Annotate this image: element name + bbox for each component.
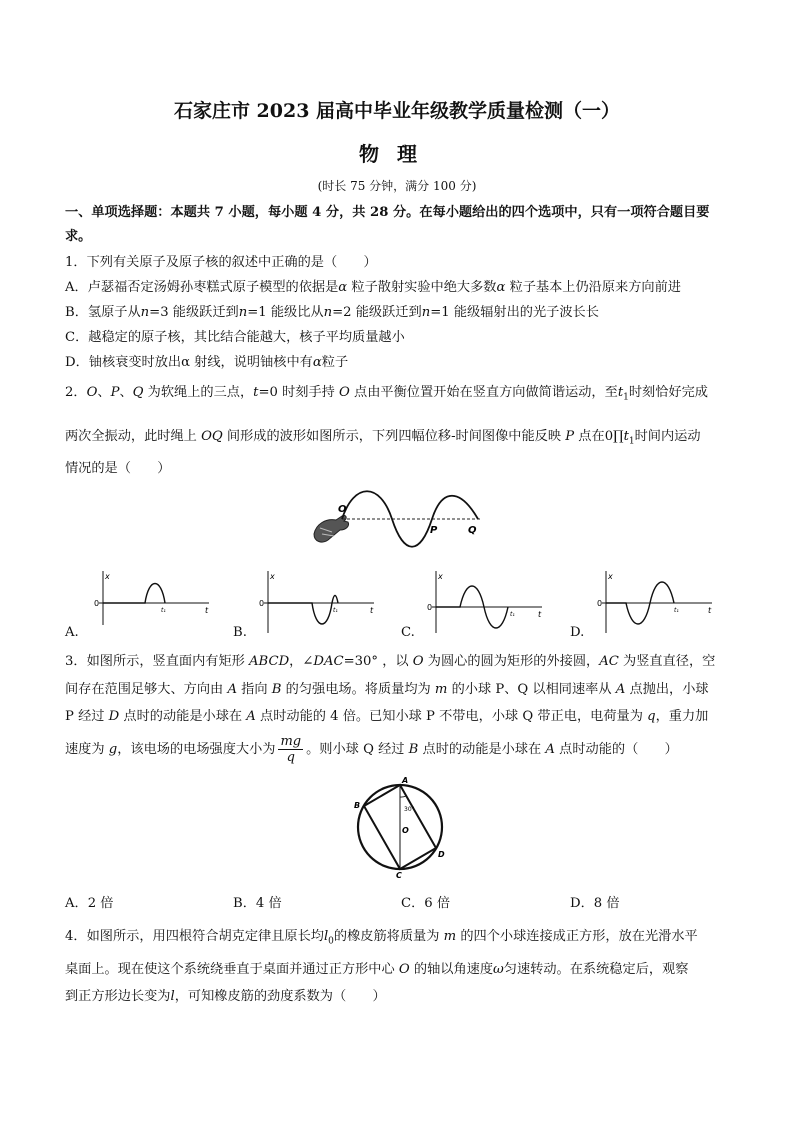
q1-b-text5: =1 能级辐射出的光子波长长 — [430, 305, 599, 320]
q4-text: 的轴以角速度 — [409, 962, 494, 977]
alpha-symbol: α — [338, 280, 348, 295]
q2-text: 时刻恰好完成 — [628, 385, 708, 400]
exam-duration: (时长 75 分钟，满分 100 分) — [317, 179, 477, 193]
q2-text: 间形成的波形如图所示，下列四幅位移-时间图像中能反映 — [222, 429, 566, 444]
q1-a-text1: A．卢瑟福否定汤姆孙枣糕式原子模型的依据是 — [65, 280, 339, 295]
q4-text: ，可知橡皮筋的劲度系数为（ ） — [174, 989, 386, 1004]
var-t: t — [253, 385, 259, 400]
label-B: B — [354, 801, 361, 810]
q3-text: 。则小球 Q 经过 — [306, 742, 409, 757]
q4-text: 桌面上。现在使这个系统绕垂直于桌面并通过正方形中心 — [65, 962, 399, 977]
q3-text: 的匀强电场。将质量均为 — [281, 682, 435, 697]
axis-t-label: t — [708, 606, 712, 615]
var-B: B — [408, 742, 419, 757]
q2-graph-a — [85, 567, 215, 627]
q3-text: 为圆心的圆为矩形的外接圆， — [423, 654, 600, 669]
q2-text: 为软绳上的三点， — [143, 385, 254, 400]
t1-label: t₁ — [510, 611, 515, 618]
var-g: g — [108, 742, 118, 757]
origin-label: 0 — [259, 599, 265, 608]
axis-x-label: x — [608, 572, 613, 581]
section-heading-line2: 求。 — [65, 229, 92, 244]
q3-text: P 经过 — [65, 709, 109, 724]
label-C: C — [396, 871, 402, 880]
var-O: O — [412, 654, 424, 669]
sep: 、 — [119, 385, 133, 400]
var-n: n — [238, 305, 248, 320]
q1-option-b — [65, 301, 599, 320]
var-n: n — [421, 305, 431, 320]
q1-b-text4: =2 能级跃迁到 — [332, 305, 422, 320]
q3-text: 点时动能的 4 倍。已知小球 P 不带电，小球 Q 带正电，电荷量为 — [255, 709, 648, 724]
q1-b-text1: B．氢原子从 — [65, 305, 141, 320]
alpha-symbol: α — [312, 355, 322, 370]
label-O: O — [338, 504, 347, 515]
origin-label: 0 — [597, 599, 603, 608]
var-O: O — [398, 962, 410, 977]
q3-line2 — [65, 678, 709, 697]
t1-label: t₁ — [674, 607, 679, 614]
q3-text: 的小球 P、Q 以相同速率从 — [447, 682, 616, 697]
var-DAC: DAC — [313, 654, 344, 669]
q3-line1 — [65, 650, 715, 669]
alpha-symbol: α — [496, 280, 506, 295]
q3-option-a[interactable]: A．2 倍 — [65, 896, 114, 911]
field-strength-fraction — [278, 734, 303, 765]
var-m: m — [434, 682, 448, 697]
q3-text: 点时的动能是小球在 — [418, 742, 546, 757]
subscript-1: 1 — [628, 436, 635, 447]
q3-text: 间存在范围足够大、方向由 — [65, 682, 228, 697]
q3-line3 — [65, 705, 708, 724]
q3-text: ，该电场的电场强度大小为 — [117, 742, 276, 757]
var-A: A — [227, 682, 237, 697]
q2-text: 时间内运动 — [634, 429, 701, 444]
var-P: P — [110, 385, 120, 400]
var-l: l — [170, 989, 175, 1004]
var-A: A — [545, 742, 555, 757]
label-D: D — [438, 850, 445, 859]
var-D: D — [108, 709, 120, 724]
q3-text: 点时的动能是小球在 — [119, 709, 247, 724]
q4-line2 — [65, 958, 688, 977]
q1-b-text3: =1 能级比从 — [247, 305, 324, 320]
var-P: P — [565, 429, 575, 444]
q2-text: 两次全振动，此时绳上 — [65, 429, 202, 444]
label-angle: 30° — [404, 806, 415, 813]
q4-text: 4．如图所示，用四根符合胡克定律且原长均 — [65, 929, 324, 944]
var-A: A — [615, 682, 626, 697]
q2-option-d[interactable]: D. — [570, 625, 585, 640]
graph-a-curve — [103, 584, 165, 604]
graph-b-curve — [268, 596, 338, 625]
label-O: O — [402, 826, 409, 835]
var-n: n — [323, 305, 333, 320]
label-A: A — [402, 776, 409, 785]
q3-text: 速度为 — [65, 742, 109, 757]
sep: 、 — [97, 385, 111, 400]
q1-option-a — [65, 276, 681, 295]
fraction-numerator: mg — [280, 734, 302, 749]
q2-text: 点由平衡位置开始在竖直方向做简谐运动，至 — [349, 385, 618, 400]
var-Q: Q — [132, 385, 144, 400]
q2-option-b[interactable]: B. — [233, 625, 247, 640]
axis-x-label: x — [270, 572, 275, 581]
q2-graph-c — [418, 567, 548, 637]
var-m: m — [443, 929, 457, 944]
q1-d-text1: D．铀核衰变时放出 — [65, 355, 182, 370]
var-n: n — [140, 305, 150, 320]
label-P: P — [430, 525, 438, 536]
q1-option-d — [65, 351, 348, 370]
var-AC: AC — [599, 654, 619, 669]
q4-line3 — [65, 985, 386, 1004]
axis-x-label: x — [438, 572, 443, 581]
q2-wave-figure — [310, 488, 490, 553]
q1-b-text2: =3 能级跃迁到 — [149, 305, 239, 320]
fraction-denominator: q — [286, 750, 295, 765]
subscript-0: 0 — [328, 936, 334, 947]
q2-text: =0 时刻手持 — [258, 385, 340, 400]
angle-arc — [400, 796, 406, 797]
origin-label: 0 — [94, 599, 100, 608]
q3-option-b[interactable]: B．4 倍 — [233, 896, 282, 911]
q2-interval: 0∏ — [604, 429, 624, 444]
q2-line3: 情况的是（ ） — [65, 461, 171, 476]
q2-option-c[interactable]: C. — [401, 625, 415, 640]
q2-graph-b — [250, 567, 380, 637]
q3-text: 为竖直直径，空 — [618, 654, 716, 669]
t1-label: t₁ — [161, 607, 166, 614]
q4-text: 的四个小球连接成正方形，放在光滑水平 — [456, 929, 698, 944]
q3-text: ，∠ — [289, 654, 314, 669]
var-ABCD: ABCD — [249, 654, 290, 669]
q3-text: =30° ，以 — [343, 654, 413, 669]
q1-d-text4: 粒子 — [321, 355, 349, 370]
subscript-1: 1 — [623, 392, 629, 403]
alpha-symbol: α — [181, 355, 190, 370]
q4-text: 匀速转动。在系统稳定后，观察 — [503, 962, 689, 977]
axis-t-label: t — [538, 610, 542, 619]
q4-text: 的橡皮筋将质量为 — [333, 929, 444, 944]
q2-line1 — [65, 381, 708, 403]
axis-x-label: x — [105, 572, 110, 581]
var-B: B — [271, 682, 282, 697]
q3-text: ，重力加 — [655, 709, 709, 724]
q3-circle-figure — [350, 775, 450, 880]
axis-t-label: t — [370, 606, 374, 615]
q1-a-text3: 粒子基本上仍沿原来方向前进 — [509, 280, 681, 295]
var-t: t — [623, 429, 629, 444]
q4-text: 到正方形边长变为 — [65, 989, 171, 1004]
q2-text: 点在 — [574, 429, 605, 444]
q2-line2 — [65, 425, 701, 447]
q3-text: 点时动能的（ ） — [554, 742, 678, 757]
t1-label: t₁ — [333, 607, 338, 614]
q3-text: 3．如图所示，竖直面内有矩形 — [65, 654, 250, 669]
q3-text: 点抛出，小球 — [625, 682, 709, 697]
q3-option-c[interactable]: C．6 倍 — [401, 896, 451, 911]
q3-text: 指向 — [236, 682, 272, 697]
var-q: q — [647, 709, 656, 724]
origin-label: 0 — [427, 603, 433, 612]
var-t: t — [617, 385, 624, 400]
var-O: O — [86, 385, 98, 400]
var-omega: ω — [493, 962, 504, 977]
q2-graph-d — [588, 567, 718, 637]
q2-option-a[interactable]: A. — [65, 625, 79, 640]
q3-option-d[interactable]: D．8 倍 — [570, 896, 620, 911]
q1-stem: 1．下列有关原子及原子核的叙述中正确的是（ ） — [65, 255, 377, 270]
var-A: A — [246, 709, 256, 724]
section-heading-line1: 一、单项选择题：本题共 7 小题，每小题 4 分，共 28 分。在每小题给出的四个选项中，只有一项符合题目要 — [65, 205, 710, 220]
var-O: O — [339, 385, 350, 400]
q1-d-text3: 射线，说明铀核中有 — [189, 355, 313, 370]
var-l: l — [323, 929, 329, 944]
axis-t-label: t — [205, 606, 209, 615]
var-OQ: OQ — [201, 429, 223, 444]
q2-number: 2． — [65, 385, 87, 400]
q4-line1 — [65, 925, 698, 947]
q1-option-c: C．越稳定的原子核，其比结合能越大，核子平均质量越小 — [65, 330, 405, 345]
page-title: 石家庄市 2023 届高中毕业年级教学质量检测（一） — [173, 100, 621, 122]
q3-line4 — [65, 734, 678, 765]
q1-a-text2: 粒子散射实验中绝大多数 — [351, 280, 497, 295]
label-Q: Q — [468, 525, 477, 536]
subject-title: 物理 — [359, 142, 435, 166]
